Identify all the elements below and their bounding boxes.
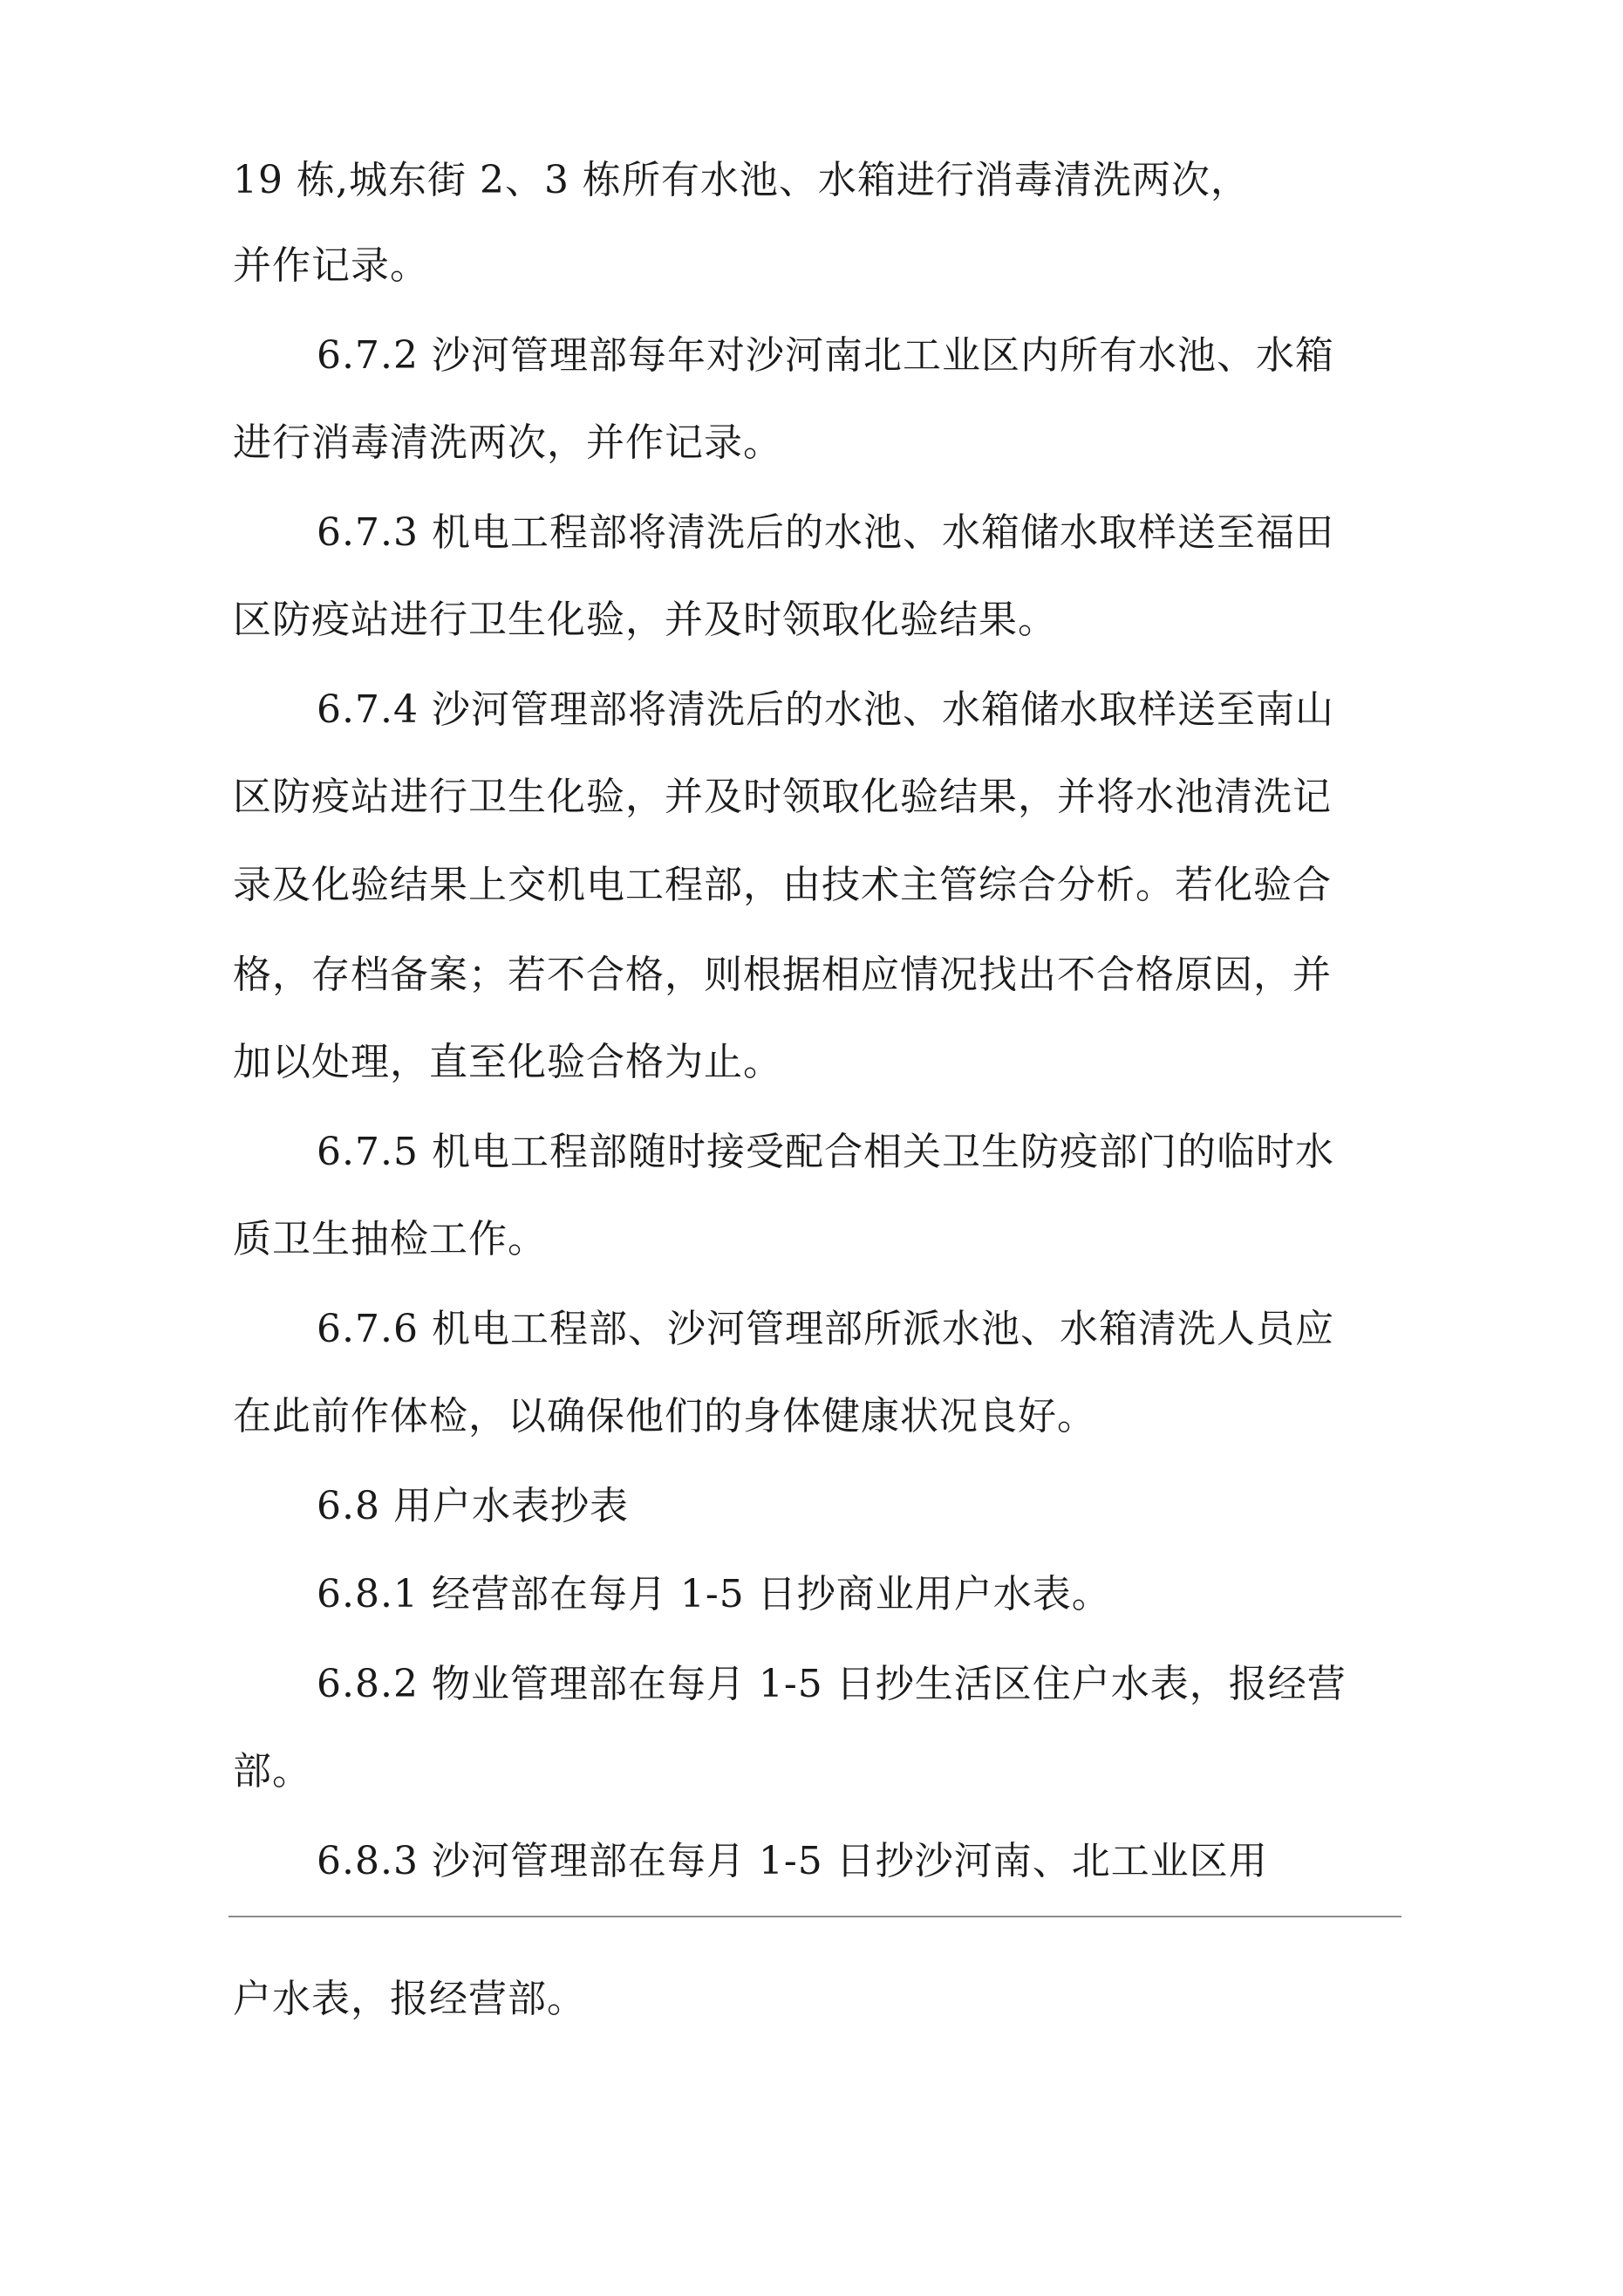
text-line: 6.7.4 沙河管理部将清洗后的水池、水箱储水取样送至南山	[317, 687, 1334, 732]
text-line: 6.7.5 机电工程部随时接受配合相关卫生防疫部门的临时水	[317, 1130, 1334, 1174]
text-line: 区防疫站进行卫生化验，并及时领取化验结果。	[233, 598, 1057, 642]
page-break-rule	[228, 1916, 1401, 1917]
text-line: 19 栋,城东街 2、3 栋所有水池、水箱进行消毒清洗两次，	[233, 158, 1250, 202]
text-line: 在此前作体检，以确保他们的身体健康状况良好。	[233, 1394, 1096, 1438]
text-line: 部。	[233, 1749, 311, 1794]
text-line: 加以处理，直至化验合格为止。	[233, 1040, 782, 1084]
text-line: 并作记录。	[233, 243, 429, 288]
text-line: 6.7.6 机电工程部、沙河管理部所派水池、水箱清洗人员应	[317, 1307, 1334, 1351]
text-line: 6.8.2 物业管理部在每月 1-5 日抄生活区住户水表，报经营	[317, 1662, 1347, 1706]
continuation-text: 户水表，报经营部。	[233, 1977, 586, 2021]
text-line: 格，存档备案；若不合格，则根据相应情况找出不合格原因，并	[233, 953, 1332, 997]
text-line: 6.7.2 沙河管理部每年对沙河南北工业区内所有水池、水箱	[317, 333, 1334, 378]
text-line: 质卫生抽检工作。	[233, 1217, 547, 1261]
text-line: 6.7.3 机电工程部将清洗后的水池、水箱储水取样送至福田	[317, 510, 1334, 555]
text-line: 6.8.1 经营部在每月 1-5 日抄商业用户水表。	[317, 1572, 1111, 1616]
text-line: 6.8.3 沙河管理部在每月 1-5 日抄沙河南、北工业区用	[317, 1839, 1268, 1883]
section-heading: 6.8 用户水表抄表	[317, 1484, 629, 1528]
text-line: 录及化验结果上交机电工程部，由技术主管综合分析。若化验合	[233, 863, 1332, 907]
text-line: 区防疫站进行卫生化验，并及时领取化验结果，并将水池清洗记	[233, 775, 1332, 819]
text-line: 进行消毒清洗两次，并作记录。	[233, 420, 782, 465]
